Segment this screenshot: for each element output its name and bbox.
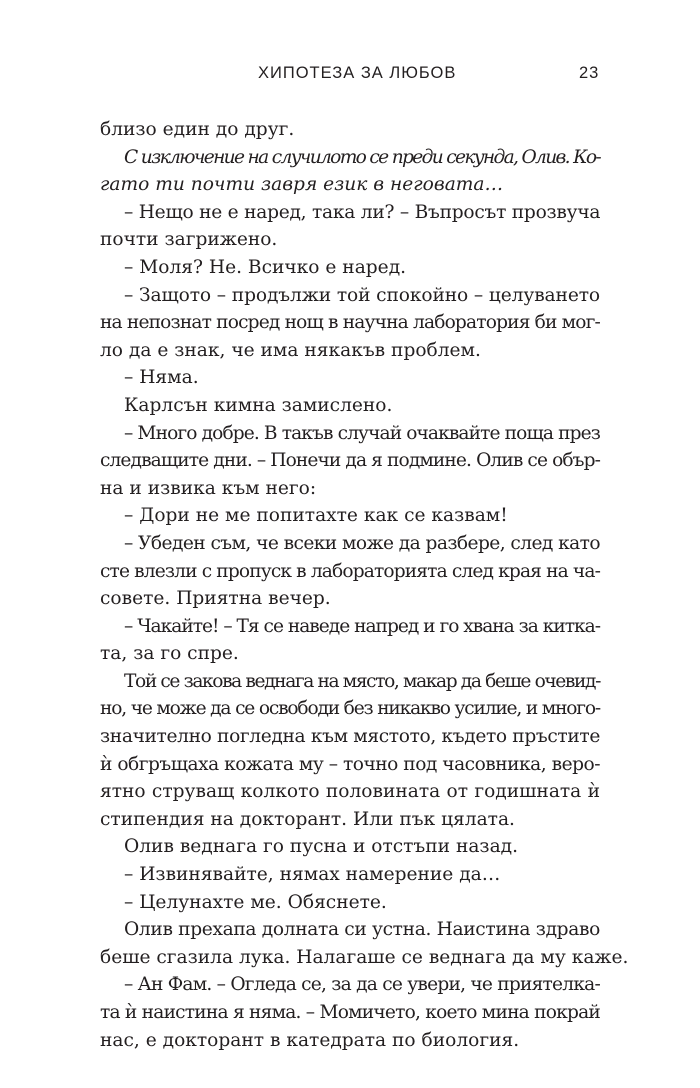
text-line: – Нещо не е наред, така ли? – Въпросът прозвуча	[124, 201, 601, 223]
text-line: Олив прехапа долната си устна. Наистина здраво	[124, 919, 600, 941]
text-line: – Чакайте! – Тя се наведе напред и го хвана за китка-	[124, 615, 600, 637]
text-line: – Дори не ме попитахте как се казвам!	[124, 505, 508, 527]
text-line: – Целунахте ме. Обяснете.	[124, 891, 387, 913]
text-line: близо един до друг.	[100, 119, 295, 140]
text-line: но, че може да се освободи без никакво усилие, и много-	[100, 698, 600, 720]
running-header	[0, 64, 700, 88]
text-line: значително погледна към мястото, където пръстите	[100, 726, 600, 748]
text-line: ѝ обгръщаха кожата му – точно под часовника, веро-	[100, 753, 600, 775]
text-line: почти загрижено.	[100, 229, 278, 251]
text-line: – Няма.	[124, 367, 199, 389]
text-line: на и извика към него:	[100, 477, 317, 499]
text-line: та ѝ наистина я няма. – Момичето, което мина покрай	[100, 1002, 600, 1023]
text-line: гато ти почти завря език в неговата…	[100, 174, 504, 196]
text-line: Карлсън кимна замислено.	[124, 394, 393, 416]
running-title: ХИПОТЕЗА ЗА ЛЮБОВ	[258, 64, 457, 82]
text-line: Той се закова веднага на място, макар да беше очевид-	[124, 670, 600, 692]
text-line: беше сгазила лука. Налагаше се веднага да му каже.	[100, 946, 629, 968]
text-line: ятно струващ колкото половината от годишната ѝ	[100, 781, 600, 803]
text-line: – Моля? Не. Всичко е наред.	[124, 256, 407, 278]
body-text	[100, 116, 629, 1054]
text-line: совете. Приятна вечер.	[100, 588, 331, 610]
text-line: С изключение на случилото се преди секунда, Олив. Ко-	[124, 146, 600, 168]
text-line: следващите дни. – Понечи да я подмине. Олив се обър-	[100, 450, 600, 472]
text-line: стипендия на докторант. Или пък цялата.	[100, 808, 515, 830]
page-number: 23	[579, 64, 600, 82]
text-line: – Извинявайте, нямах намерение да…	[124, 864, 501, 886]
text-line: сте влезли с пропуск в лабораторията след края на ча-	[100, 560, 600, 582]
text-line: на непознат посред нощ в научна лаборатория би мог-	[100, 312, 600, 334]
text-line: нас, е докторант в катедрата по биология.	[100, 1029, 520, 1051]
text-line: – Много добре. В такъв случай очаквайте поща през	[124, 422, 600, 444]
text-line: та, за го спре.	[100, 643, 239, 665]
text-line: – Защото – продължи той спокойно – целуването	[124, 284, 600, 306]
text-line: ло да е знак, че има някакъв проблем.	[100, 339, 481, 361]
text-line: – Убеден съм, че всеки може да разбере, след като	[124, 532, 600, 554]
text-line: – Ан Фам. – Огледа се, за да се увери, че приятелка-	[124, 974, 600, 996]
text-line: Олив веднага го пусна и отстъпи назад.	[124, 836, 519, 858]
